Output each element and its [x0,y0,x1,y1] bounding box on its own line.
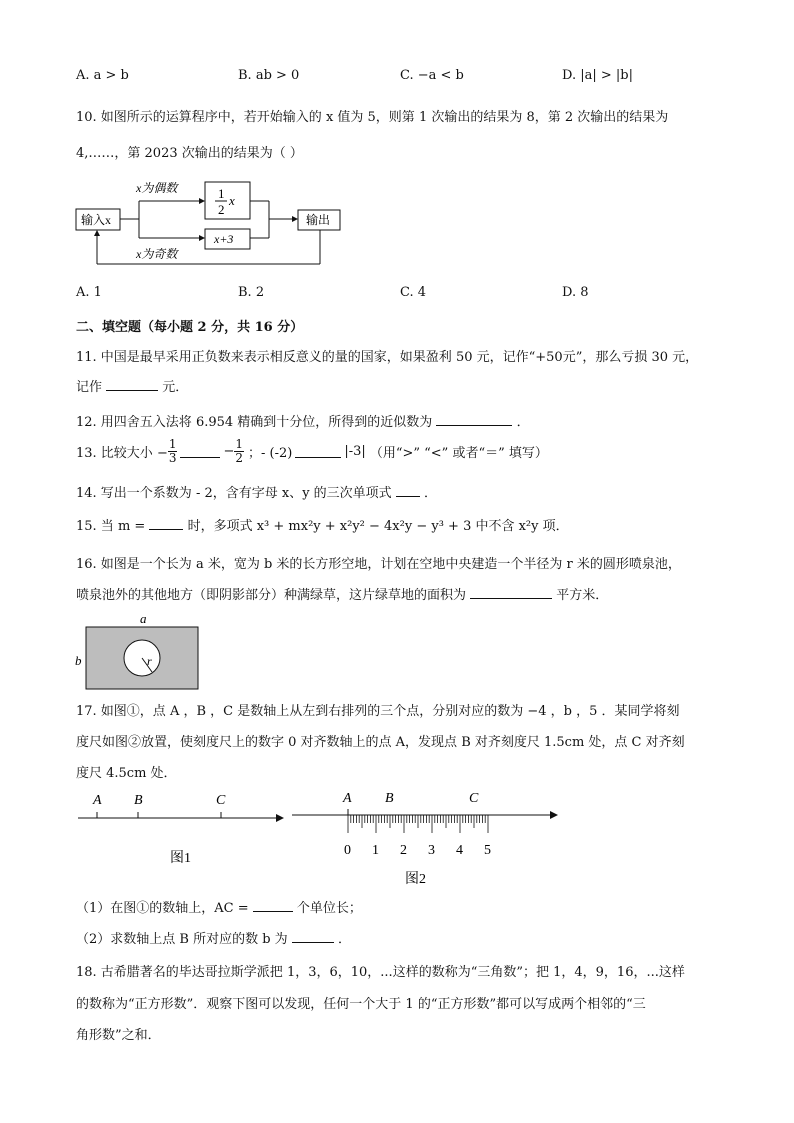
q13-part3: |-3| [344,443,366,459]
q11-answer-blank[interactable] [106,378,158,391]
q11-suffix: 元． [162,380,189,395]
q18-line3: 角形数”之和． [76,1028,161,1043]
q12-answer-blank[interactable] [436,413,512,426]
q12-line [76,411,530,430]
half-variable: x [229,193,235,208]
q17-figures [72,785,562,887]
q13-fraction-2: $\frac{1}{2}$ [235,436,244,465]
fig-label-a: a [140,611,147,626]
fig1-label-b: B [134,793,143,808]
q18-line2: 的数称为“正方形数”．观察下图可以发现，任何一个大于 1 的“正方形数”都可以写成两个相邻的“三 [76,997,646,1012]
q13-answer-blank-1[interactable] [180,445,220,458]
q17-sub1-suffix: 个单位长； [296,901,362,916]
q14-answer-blank[interactable] [396,484,420,497]
plus3-label: x+3 [214,232,234,246]
q10-line2: 4,……，第 2023 次输出的结果为（ ） [76,146,303,161]
q9-option-b: B. ab > 0 [238,68,300,83]
fig2-label-a: A [343,791,352,806]
q15-suffix: 时，多项式 x³ + mx²y + x²y² − 4x²y − y³ + 3 中不含 x²y 项． [187,519,569,534]
q13-fraction-1: $\frac{1}{3}$ [168,436,177,465]
q11-prefix: 记作 [76,380,103,395]
q14-line [76,482,437,501]
q9-option-a: A. a > b [76,68,129,83]
q10-option-c: C. 4 [400,285,427,300]
q11-line1: 11. 中国是最早采用正负数来表示相反意义的量的国家，如果盈利 50 元，记作“+50元”，那么亏损 30 元， [76,350,699,365]
q17-sub2 [76,928,351,947]
q17-line1: 17. 如图①，点 A ，B ，C 是数轴上从左到右排列的三个点，分别对应的数为 −4 ，b ，5 ．某同学将刻 [76,704,680,719]
q13-line [76,433,548,469]
even-label: x为偶数 [136,181,178,195]
fig1-label-c: C [216,793,226,808]
output-label: 输出 [306,213,331,227]
q10-option-d: D. 8 [562,285,589,300]
q13-answer-blank-2[interactable] [295,445,341,458]
q16-suffix: 平方米． [556,588,609,603]
q11-line2 [76,376,188,395]
fig2-label-b: B [385,791,394,806]
half-denominator: 2 [218,202,225,217]
fig2-caption: 图2 [405,872,426,887]
fig-label-b: b [75,653,82,668]
q13-suffix: （用“>” “<” 或者“＝” 填写） [369,445,548,461]
q13-prefix: 13. 比较大小 − [76,445,168,461]
input-label: 输入x [81,213,112,227]
q17-line2: 度尺如图②放置，使刻度尺上的数字 0 对齐数轴上的点 A，发现点 B 对齐刻度尺 1.5cm 处，点 C 对齐刻 [76,735,685,750]
q16-figure [72,610,204,692]
q18-line1: 18. 古希腊著名的毕达哥拉斯学派把 1，3，6，10，...这样的数称为“三角数”；把 1，4，9，16，...这样 [76,965,685,980]
fig1-caption: 图1 [170,851,191,866]
ruler-ticks [348,809,488,833]
q15-line [76,515,569,534]
q10-option-a: A. 1 [76,285,102,300]
q17-sub2-suffix: ． [337,932,351,947]
fig1-label-a: A [93,793,102,808]
q10-line1: 10. 如图所示的运算程序中，若开始输入的 x 值为 5，则第 1 次输出的结果为 8，第 2 次输出的结果为 [76,110,669,125]
q15-prefix: 15. 当 m = [76,519,146,534]
q14-suffix: ． [423,486,437,501]
q9-option-c: C. −a < b [400,68,464,83]
q13-minus: − [223,443,235,459]
ruler-tick-0: 0 [344,843,351,858]
q10-option-b: B. 2 [238,285,265,300]
ruler-tick-5: 5 [484,843,491,858]
ruler-tick-4: 4 [456,843,463,858]
q14-prefix: 14. 写出一个系数为 - 2，含有字母 x、y 的三次单项式 [76,486,392,501]
half-numerator: 1 [218,186,225,201]
q13-part2: ；- (-2) [248,445,293,461]
q17-sub1-prefix: （1）在图①的数轴上，AC = [76,901,249,916]
q9-option-d: D. |a| > |b| [562,68,633,83]
ruler-tick-3: 3 [428,843,435,858]
q16-line2 [76,584,608,603]
q16-prefix: 喷泉池外的其他地方（即阴影部分）种满绿草，这片绿草地的面积为 [76,588,467,603]
q17-sub1 [76,897,362,916]
q16-answer-blank[interactable] [470,586,552,599]
q16-line1: 16. 如图是一个长为 a 米，宽为 b 米的长方形空地，计划在空地中央建造一个半径为 r 米的圆形喷泉池， [76,557,681,572]
ruler-tick-1: 1 [372,843,379,858]
q17-sub2-prefix: （2）求数轴上点 B 所对应的数 b 为 [76,932,288,947]
ruler-tick-2: 2 [400,843,407,858]
q17-sub1-answer-blank[interactable] [253,899,293,912]
q12-suffix: ． [516,415,530,430]
odd-label: x为奇数 [136,247,178,261]
q10-flowchart [70,172,360,270]
section-heading: 二、填空题（每小题 2 分，共 16 分） [76,320,304,335]
q15-answer-blank[interactable] [149,517,183,530]
fig2-label-c: C [469,791,479,806]
q17-line3: 度尺 4.5cm 处． [76,766,177,781]
q17-sub2-answer-blank[interactable] [292,930,334,943]
fig-label-r: r [147,654,152,668]
q12-prefix: 12. 用四舍五入法将 6.954 精确到十分位，所得到的近似数为 [76,415,433,430]
